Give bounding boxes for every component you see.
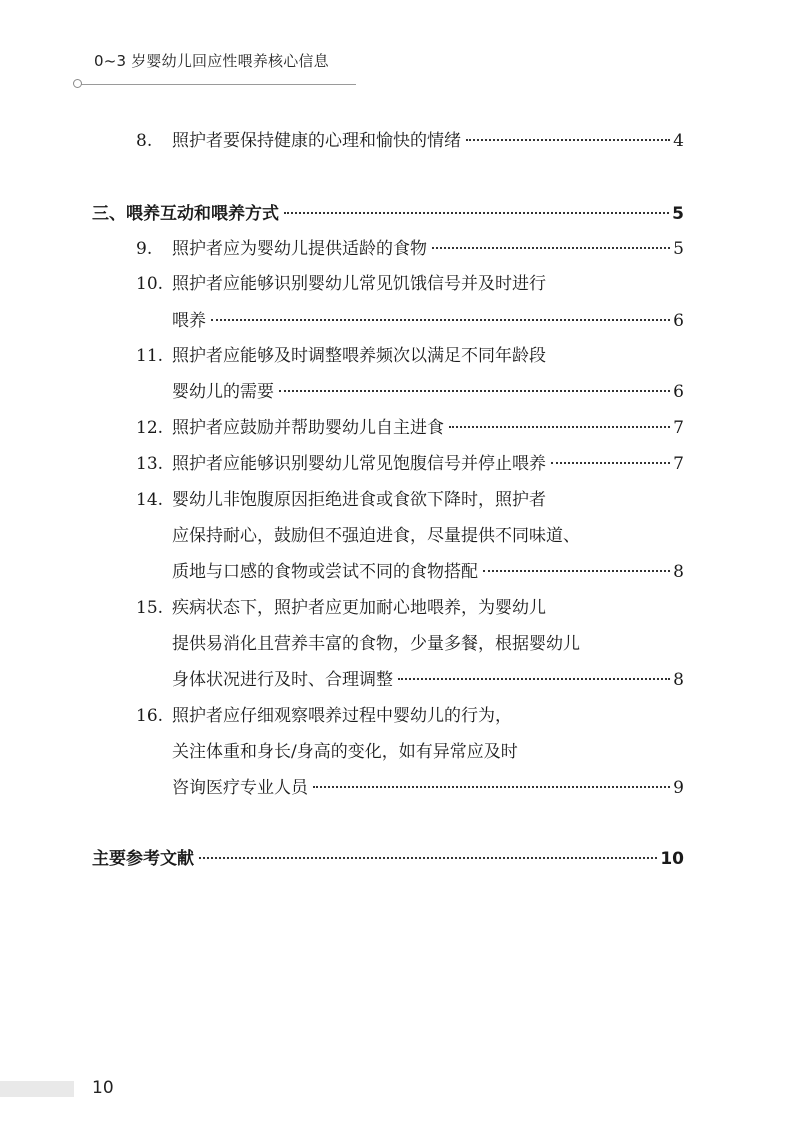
footer-page-number: 10 bbox=[92, 1078, 114, 1098]
toc-entry-16-line-3[interactable] bbox=[172, 777, 684, 799]
toc-entry-title: 质地与口感的食物或尝试不同的食物搭配 bbox=[172, 562, 478, 582]
toc-entry-title: 喂养 bbox=[172, 311, 206, 331]
toc-entry-number: 11. bbox=[136, 346, 164, 366]
dot-leader bbox=[199, 857, 657, 859]
toc-entry-15-line-3[interactable] bbox=[172, 669, 684, 691]
dot-leader bbox=[466, 139, 670, 141]
dot-leader bbox=[211, 319, 670, 321]
toc-entry-title: 提供易消化且营养丰富的食物，少量多餐，根据婴幼儿 bbox=[172, 634, 580, 654]
toc-entry-title: 咨询医疗专业人员 bbox=[172, 778, 308, 798]
toc-entry-title: 照护者应能够及时调整喂养频次以满足不同年龄段 bbox=[172, 346, 546, 366]
toc-entry-number: 8. bbox=[136, 131, 153, 151]
toc-entry-11-line-1[interactable] bbox=[136, 345, 684, 367]
toc-entry-11-line-2[interactable] bbox=[172, 381, 684, 403]
toc-entry-title: 照护者应能够识别婴幼儿常见饱腹信号并停止喂养 bbox=[172, 454, 546, 474]
toc-entry-title: 疾病状态下，照护者应更加耐心地喂养，为婴幼儿 bbox=[172, 598, 546, 618]
toc-page-number: 6 bbox=[673, 311, 684, 331]
toc-entry-10-line-2[interactable] bbox=[172, 310, 684, 332]
toc-entry-number: 16. bbox=[136, 706, 164, 726]
toc-entry-title: 照护者应鼓励并帮助婴幼儿自主进食 bbox=[172, 418, 444, 438]
toc-references[interactable] bbox=[92, 848, 684, 870]
dot-leader bbox=[398, 678, 670, 680]
dot-leader bbox=[432, 247, 670, 249]
dot-leader bbox=[483, 570, 670, 572]
toc-entry-12[interactable] bbox=[136, 417, 684, 439]
toc-entry-title: 婴幼儿的需要 bbox=[172, 382, 274, 402]
toc-entry-title: 身体状况进行及时、合理调整 bbox=[172, 670, 393, 690]
dot-leader bbox=[313, 786, 670, 788]
toc-page-number: 5 bbox=[673, 239, 684, 259]
toc-entry-number: 12. bbox=[136, 418, 164, 438]
toc-entry-13[interactable] bbox=[136, 453, 684, 475]
toc-page-number: 8 bbox=[673, 670, 684, 690]
running-header-title: 0~3 岁婴幼儿回应性喂养核心信息 bbox=[94, 52, 329, 70]
footer-bar bbox=[0, 1081, 74, 1097]
toc-page-number: 10 bbox=[660, 849, 684, 869]
toc-entry-number: 15. bbox=[136, 598, 164, 618]
dot-leader bbox=[551, 462, 670, 464]
dot-leader bbox=[279, 390, 670, 392]
toc-page-number: 7 bbox=[673, 454, 684, 474]
toc-entry-14-line-3[interactable] bbox=[172, 561, 684, 583]
toc-page-number: 5 bbox=[672, 204, 684, 224]
toc-entry-15-line-2[interactable] bbox=[172, 633, 684, 655]
toc-entry-15-line-1[interactable] bbox=[136, 597, 684, 619]
toc-page-number: 8 bbox=[673, 562, 684, 582]
toc-entry-14-line-1[interactable] bbox=[136, 489, 684, 511]
toc-entry-8[interactable] bbox=[136, 130, 684, 152]
toc-entry-16-line-2[interactable] bbox=[172, 741, 684, 763]
toc-section-title: 三、喂养互动和喂养方式 bbox=[92, 204, 279, 224]
toc-entry-title: 婴幼儿非饱腹原因拒绝进食或食欲下降时，照护者 bbox=[172, 490, 546, 510]
toc-entry-title: 应保持耐心，鼓励但不强迫进食，尽量提供不同味道、 bbox=[172, 526, 580, 546]
toc-entry-title: 照护者应为婴幼儿提供适龄的食物 bbox=[172, 239, 427, 259]
toc-entry-number: 10. bbox=[136, 274, 164, 294]
toc-entry-16-line-1[interactable] bbox=[136, 705, 684, 727]
toc-entry-number: 13. bbox=[136, 454, 164, 474]
toc-entry-title: 照护者要保持健康的心理和愉快的情绪 bbox=[172, 131, 461, 151]
toc-section-title: 主要参考文献 bbox=[92, 849, 194, 869]
toc-entry-title: 照护者应仔细观察喂养过程中婴幼儿的行为， bbox=[172, 706, 512, 726]
toc-section-3[interactable] bbox=[92, 203, 684, 225]
toc-page-number: 4 bbox=[673, 131, 684, 151]
toc-entry-14-line-2[interactable] bbox=[172, 525, 684, 547]
dot-leader bbox=[284, 212, 669, 214]
toc-entry-9[interactable] bbox=[136, 238, 684, 260]
toc-entry-number: 14. bbox=[136, 490, 164, 510]
toc-entry-number: 9. bbox=[136, 239, 153, 259]
toc-page-number: 9 bbox=[673, 778, 684, 798]
toc-page-number: 7 bbox=[673, 418, 684, 438]
toc-entry-title: 照护者应能够识别婴幼儿常见饥饿信号并及时进行 bbox=[172, 274, 546, 294]
toc-entry-title: 关注体重和身长/身高的变化，如有异常应及时 bbox=[172, 742, 518, 762]
toc-page-number: 6 bbox=[673, 382, 684, 402]
dot-leader bbox=[449, 426, 670, 428]
toc-entry-10-line-1[interactable] bbox=[136, 273, 684, 295]
